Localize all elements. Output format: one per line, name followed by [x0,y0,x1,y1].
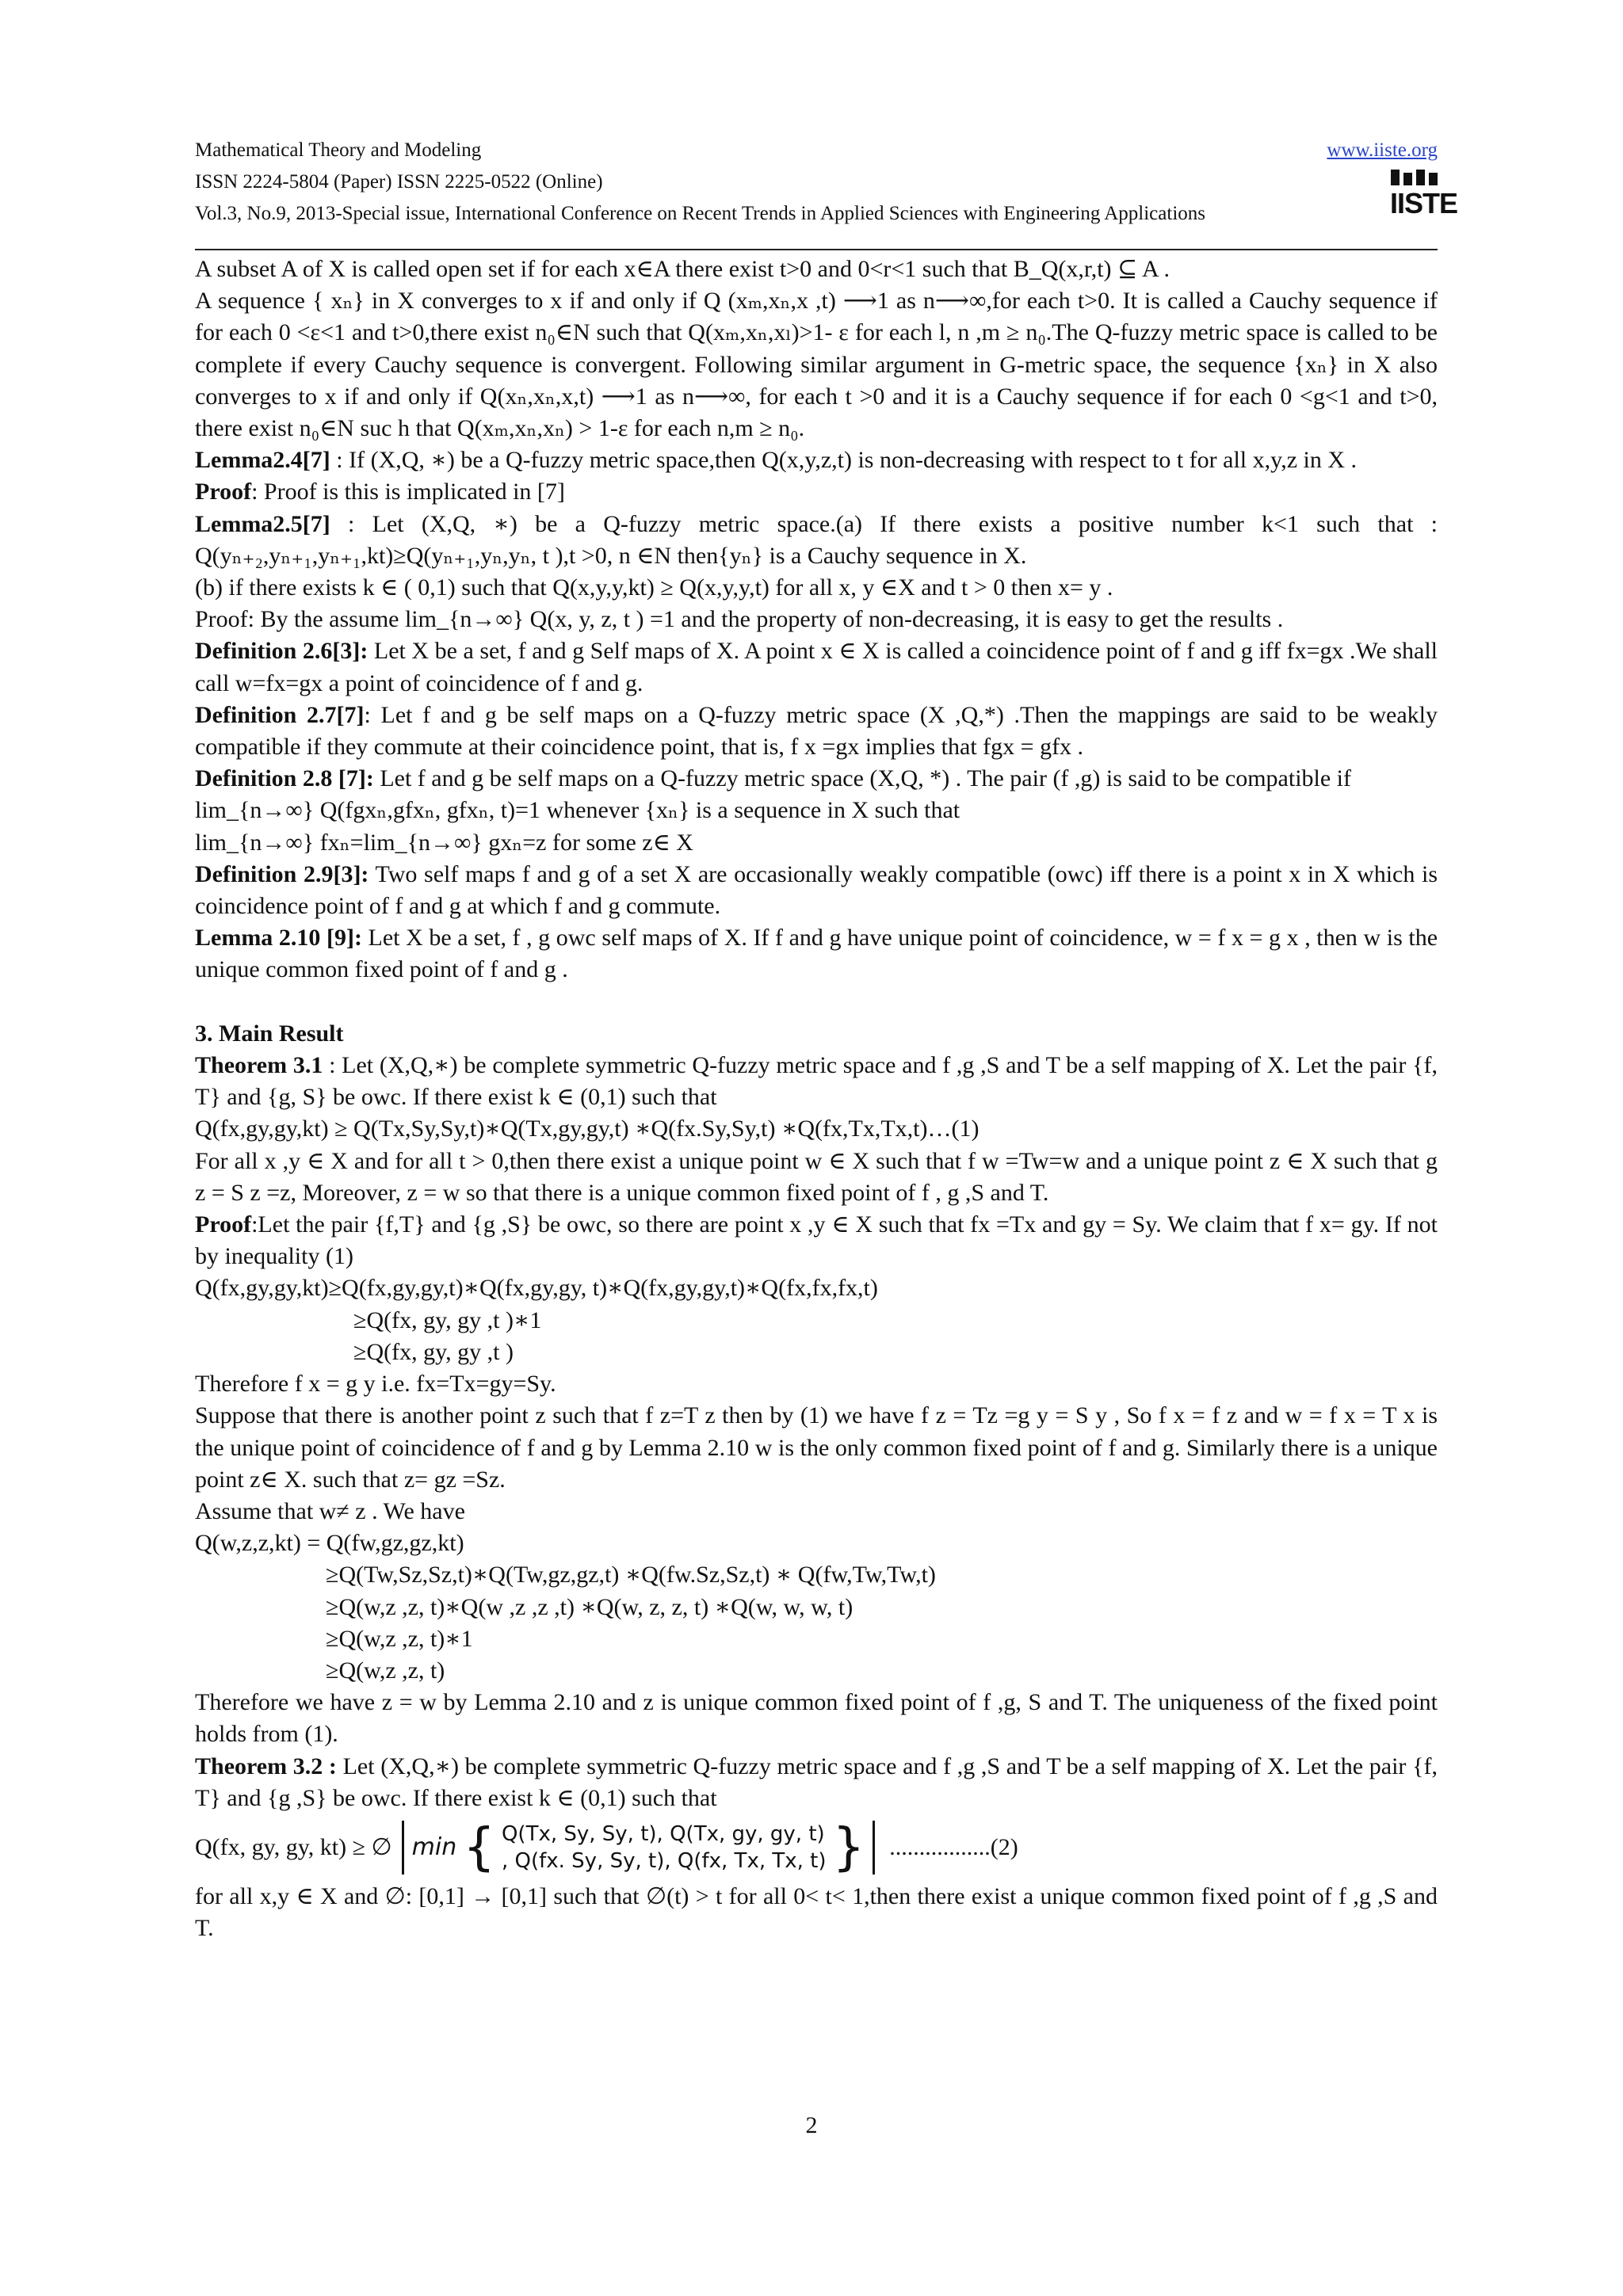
lemma-2-4-heading: Lemma2.4[7] [195,447,330,474]
theorem-3-1-heading: Theorem 3.1 [195,1052,323,1079]
lemma-2-5-b: (b) if there exists k ∈ ( 0,1) such that Q(x,y,y,kt) ≥ Q(x,y,y,t) for all x, y ∈X and t > 0 then x= y . [195,574,1113,601]
lemma-2-10: Lemma 2.10 [9]: Let X be a set, f , g owc self maps of X. If f and g have unique point of coincidence, w = f x = g x , then w is the unique common fixed point of f and g . [195,925,1438,983]
definition-2-8-heading: Definition 2.8 [7]: [195,765,374,792]
definition-2-8-formula-1: lim_{n→∞} Q(fgxₙ,gfxₙ, gfxₙ, t)=1 whenever {xₙ} is a sequence in X such that [195,797,960,824]
theorem-3-2-inequality [195,1814,1438,1881]
paper-body [195,254,1438,1944]
section-gap [195,986,1438,1018]
logo-bars-icon [1390,170,1438,185]
proof-1: Proof: Proof is this is implicated in [7] [195,479,565,505]
theorem-3-2-heading: Theorem 3.2 : [195,1753,337,1779]
lemma-2-5: Lemma2.5[7] : Let (X,Q, ∗) be a Q-fuzzy metric space.(a) If there exists a positive number k<1 such that : Q(yₙ₊₂,yₙ₊₁,yₙ₊₁,kt)≥Q(yₙ₊₁,yₙ,yₙ, t ),t >0, n ∈N then{yₙ} is a Cauchy sequence in X. [195,510,1438,569]
header-divider [195,249,1438,250]
proof-3-heading: Proof [195,1211,252,1238]
theorem-3-1-conclusion: For all x ,y ∈ X and for all t > 0,then there exist a unique point w ∈ X such that f w =Tw=w and a unique point z ∈ X such that g z = S z =z, Moreover, z = w so that there is a unique common fixed point of f , g ,S and T. [195,1147,1438,1206]
proof-3-step-2: ≥Q(fx, gy, gy ,t )∗1 [353,1306,542,1333]
theorem-3-2-conclusion: for all x,y ∈ X and ∅: [0,1] → [0,1] such that ∅(t) > t for all 0< t< 1,then there exist a unique common fixed point of f ,g ,S and T. [195,1882,1438,1942]
lemma-2-5-heading: Lemma2.5[7] [195,510,330,537]
journal-url-link[interactable]: www.iiste.org [1327,139,1438,161]
left-brace-icon: { [463,1817,495,1877]
theorem-3-1-inequality: Q(fx,gy,gy,kt) ≥ Q(Tx,Sy,Sy,t)∗Q(Tx,gy,gy,t) ∗Q(fx.Sy,Sy,t) ∗Q(fx,Tx,Tx,t)…(1) [195,1116,980,1142]
definition-2-9: Definition 2.9[3]: Two self maps f and g of a set X are occasionally weakly compatible (owc) iff there is a point x in X which is coincidence point of f and g at which f and g commute. [195,860,1438,920]
min-row-2: , Q(fx. Sy, Sy, t), Q(fx, Tx, Tx, t) [501,1848,827,1873]
definition-2-8-formula-2: lim_{n→∞} fxₙ=lim_{n→∞} gxₙ=z for some z∈ X [195,829,693,856]
lemma-2-10-heading: Lemma 2.10 [9]: [195,925,362,952]
issn-line: ISSN 2224-5804 (Paper) ISSN 2225-0522 (Online) [195,171,603,193]
convergence-paragraph: A sequence { xₙ} in X converges to x if and only if Q (xₘ,xₙ,x ,t) ⟶1 as n⟶∞,for each t>0. It is called a Cauchy sequence if for each 0 <ε<1 and t>0,there exist n₀∈N such that Q(xₘ,xₙ,xₗ)>1- ε for each l, n ,m ≥ n₀.The Q-fuzzy metric space is called to be complete if every Cauchy sequence is convergent. Following similar argument in G-metric space, the sequence {xₙ} in X also converges to x if and only if Q(xₙ,xₙ,x,t) ⟶1 as n⟶∞, for each t >0 and it is a Cauchy sequence if for each 0 <g<1 and t>0, there exist n₀∈N suc h that Q(xₘ,xₙ,xₙ) > 1-ε for each n,m ≥ n₀. [195,288,1438,442]
proof-heading: Proof [195,479,252,505]
definition-2-7-heading: Definition 2.7[7] [195,701,365,728]
min-row-1: Q(Tx, Sy, Sy, t), Q(Tx, gy, gy, t) [501,1821,825,1846]
proof-2: Proof: By the assume lim_{n→∞} Q(x, y, z, t ) =1 and the property of non-decreasing, it is easy to get the results . [195,606,1284,633]
min-operator: min [411,1833,457,1861]
journal-header [195,135,1458,230]
theorem-3-2-min-bracket [402,1817,876,1877]
proof-3-step-7: ≥Q(w,z ,z, t)∗1 [326,1625,473,1652]
definition-2-9-heading: Definition 2.9[3]: [195,860,369,887]
equation-number-2: .................(2) [889,1833,1018,1860]
definition-2-7: Definition 2.7[7]: Let f and g be self maps on a Q-fuzzy metric space (X ,Q,*) .Then the mappings are said to be weakly compatible if they commute at their coincidence point, that is, f x =gx implies that fgx = gfx . [195,701,1438,761]
theorem-3-1: Theorem 3.1 : Let (X,Q,∗) be complete symmetric Q-fuzzy metric space and f ,g ,S and T be a self mapping of X. Let the pair {f, T} and {g, S} be owc. If there exist k ∈ (0,1) such that [195,1052,1438,1111]
proof-3-step-4: Q(w,z,z,kt) = Q(fw,gz,gz,kt) [195,1530,464,1557]
proof-3-step-3: ≥Q(fx, gy, gy ,t ) [353,1338,514,1365]
definition-2-6-heading: Definition 2.6[3]: [195,638,369,665]
definition-2-8: Definition 2.8 [7]: Let f and g be self maps on a Q-fuzzy metric space (X,Q, *) . The pair (f ,g) is said to be compatible if [195,765,1352,792]
proof-3-step-6: ≥Q(w,z ,z, t)∗Q(w ,z ,z ,t) ∗Q(w, z, z, t) ∗Q(w, w, w, t) [326,1593,854,1620]
lemma-2-4: Lemma2.4[7] : If (X,Q, ∗) be a Q-fuzzy metric space,then Q(x,y,z,t) is non-decreasing with respect to t for all x,y,z in X . [195,447,1358,474]
definition-2-6: Definition 2.6[3]: Let X be a set, f and g Self maps of X. A point x ∈ X is called a coincidence point of f and g iff fx=gx .We shall call w=fx=gx a point of coincidence of f and g. [195,638,1438,696]
proof-3-conclusion: Therefore we have z = w by Lemma 2.10 and z is unique common fixed point of f ,g, S and T. The uniqueness of the fixed point holds from (1). [195,1689,1438,1748]
theorem-3-2-lhs: Q(fx, gy, gy, kt) ≥ ∅ [195,1833,392,1860]
page-number: 2 [805,2112,818,2138]
open-set-definition: A subset A of X is called open set if for each x∈A there exist t>0 and 0<r<1 such that B_Q(x,r,t) ⊆ A . [195,256,1170,282]
logo-text: IISTE [1390,187,1458,219]
journal-title: Mathematical Theory and Modeling [195,139,482,161]
section-heading-main-result: 3. Main Result [195,1020,344,1047]
volume-line: Vol.3, No.9, 2013-Special issue, International Conference on Recent Trends in Applied Sciences with Engineering Applications [195,203,1205,224]
proof-3-therefore: Therefore f x = g y i.e. fx=Tx=gy=Sy. [195,1371,556,1398]
proof-3-step-1: Q(fx,gy,gy,kt)≥Q(fx,gy,gy,t)∗Q(fx,gy,gy, t)∗Q(fx,gy,gy,t)∗Q(fx,fx,fx,t) [195,1275,878,1302]
proof-3: Proof:Let the pair {f,T} and {g ,S} be owc, so there are point x ,y ∈ X such that fx =Tx and gy = Sy. We claim that f x= gy. If not by inequality (1) [195,1211,1438,1270]
right-brace-icon: } [832,1817,865,1877]
proof-3-step-5: ≥Q(Tw,Sz,Sz,t)∗Q(Tw,gz,gz,t) ∗Q(fw.Sz,Sz,t) ∗ Q(fw,Tw,Tw,t) [326,1562,936,1589]
theorem-3-2: Theorem 3.2 : Let (X,Q,∗) be complete symmetric Q-fuzzy metric space and f ,g ,S and T be a self mapping of X. Let the pair {f, T} and {g ,S} be owc. If there exist k ∈ (0,1) such that [195,1753,1438,1811]
proof-3-suppose: Suppose that there is another point z such that f z=T z then by (1) we have f z = Tz =g y = S y , So f x = f z and w = f x = T x is the unique point of coincidence of f and g by Lemma 2.10 w is the only common fixed point of f and g. Similarly there is a unique point z∈ X. such that z= gz =Sz. [195,1402,1438,1493]
proof-3-assume: Assume that w≠ z . We have [195,1497,465,1524]
proof-3-step-8: ≥Q(w,z ,z, t) [326,1657,445,1684]
iiste-logo [1390,170,1458,222]
